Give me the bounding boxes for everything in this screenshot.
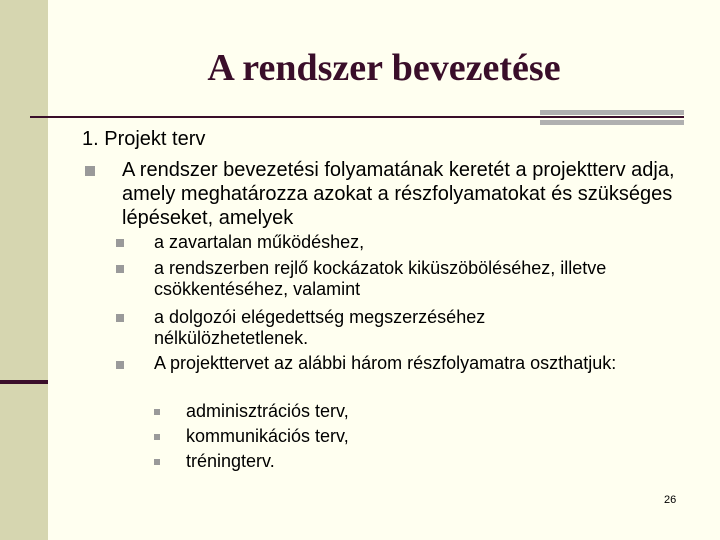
page-number: 26 (664, 494, 677, 506)
body-paragraph: A rendszer bevezetési folyamatának keretét a projektterv adja, amely meghatározza azokat a részfolyamatokat és szükséges lépéseket, amelyek (122, 159, 675, 229)
bullet-square-icon (116, 265, 124, 273)
slide-title: A rendszer bevezetése (207, 47, 561, 89)
title-rule-grey-bottom (540, 120, 684, 125)
bullet-square-icon (116, 239, 124, 247)
bullet-square-icon (116, 361, 124, 369)
list-item: a rendszerben rejlő kockázatok kiküszöböléséhez, illetve csökkentéséhez, valamint (154, 258, 607, 299)
bullet-square-icon (154, 434, 160, 440)
list-item: tréningterv. (186, 451, 275, 471)
bullet-square-icon (85, 166, 95, 176)
list-item: A projekttervet az alábbi három részfolyamatra oszthatjuk: (154, 353, 617, 373)
list-item: a dolgozói elégedettség megszerzéséhez nélkülözhetetlenek. (154, 307, 486, 348)
list-item: kommunikációs terv, (186, 426, 349, 446)
list-item: adminisztrációs terv, (186, 401, 349, 421)
bullet-square-icon (154, 409, 160, 415)
list-item: a zavartalan működéshez, (154, 232, 365, 252)
title-rule (30, 116, 684, 118)
left-decorative-strip (0, 0, 48, 540)
bullet-square-icon (154, 459, 160, 465)
section-heading: 1. Projekt terv (82, 128, 206, 150)
bullet-square-icon (116, 314, 124, 322)
title-rule-grey-top (540, 110, 684, 115)
left-accent-bar (0, 380, 48, 384)
